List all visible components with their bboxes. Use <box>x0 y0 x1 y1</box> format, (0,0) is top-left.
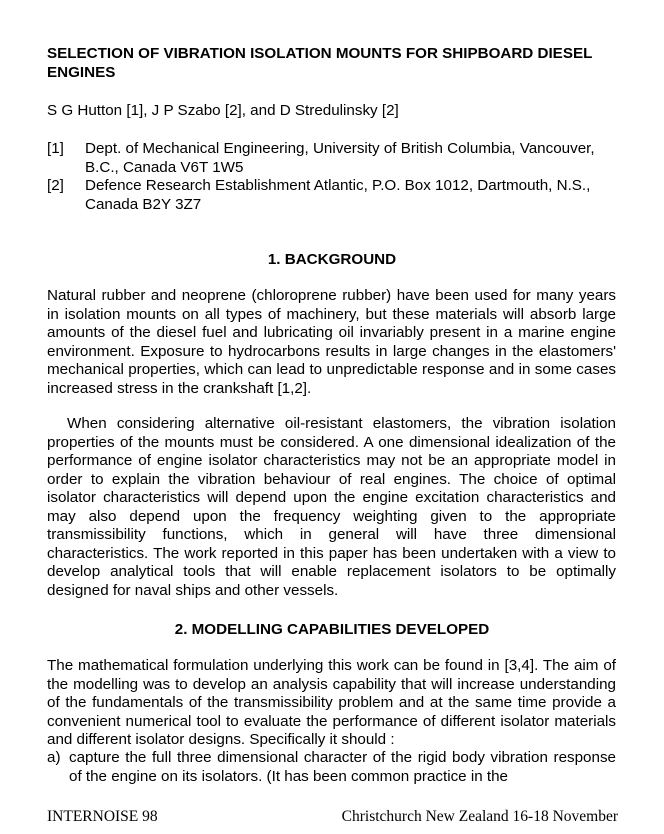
footer-location-date: Christchurch New Zealand 16-18 November <box>341 808 618 825</box>
paper-title: SELECTION OF VIBRATION ISOLATION MOUNTS FOR SHIPBOARD DIESEL ENGINES <box>47 45 593 81</box>
author-list: S G Hutton [1], J P Szabo [2], and D Stredulinsky [2] <box>47 102 399 119</box>
list-item-label: a) <box>47 749 61 766</box>
body-paragraph: When considering alternative oil-resistant elastomers, the vibration isolation properties of the mounts must be considered. A one dimensional idealization of the performance of engine isolator characteristics may not be an appropriate model in order to explain the vibration behaviour of real engines. The choice of optimal isolator characteristics will depend upon the engine excitation characteristics and may also depend upon the frequency weighting given to the appropriate transmissibility functions, which in general will have three dimensional characteristics. The work reported in this paper has been undertaken with a view to develop analytical tools that will enable replacement isolators to be optimally designed for naval ships and other vessels. <box>47 415 616 599</box>
list-item-text: capture the full three dimensional character of the rigid body vibration response of the engine on its isolators. (It has been common practice in the <box>69 749 616 785</box>
affiliation-text: Dept. of Mechanical Engineering, University of British Columbia, Vancouver, B.C., Canada V6T 1W5 <box>85 140 595 176</box>
section-heading-background: 1. BACKGROUND <box>267 251 397 268</box>
affiliation-number: [2] <box>47 177 64 194</box>
body-paragraph: Natural rubber and neoprene (chloroprene rubber) have been used for many years in isolation mounts on all types of machinery, but these materials will absorb large amounts of the diesel fuel and lubricating oil invariably present in a marine engine environment. Exposure to hydrocarbons results in large changes in the elastomers' mechanical properties, which can lead to unpredictable response and in some cases increased stress in the crankshaft [1,2]. <box>47 287 616 397</box>
affiliation-text: Defence Research Establishment Atlantic, P.O. Box 1012, Dartmouth, N.S., Canada B2Y 3Z7 <box>85 177 591 213</box>
footer-conference: INTERNOISE 98 <box>47 808 158 825</box>
affiliation-number: [1] <box>47 140 64 157</box>
section-heading-modelling: 2. MODELLING CAPABILITIES DEVELOPED <box>174 621 490 638</box>
body-paragraph: The mathematical formulation underlying this work can be found in [3,4]. The aim of the modelling was to develop an analysis capability that will increase understanding of the fundamentals of the transmissibility problem and at the same time provide a convenient numerical tool to evaluate the performance of different isolator materials and different isolator designs. Specifically it should : <box>47 657 616 748</box>
